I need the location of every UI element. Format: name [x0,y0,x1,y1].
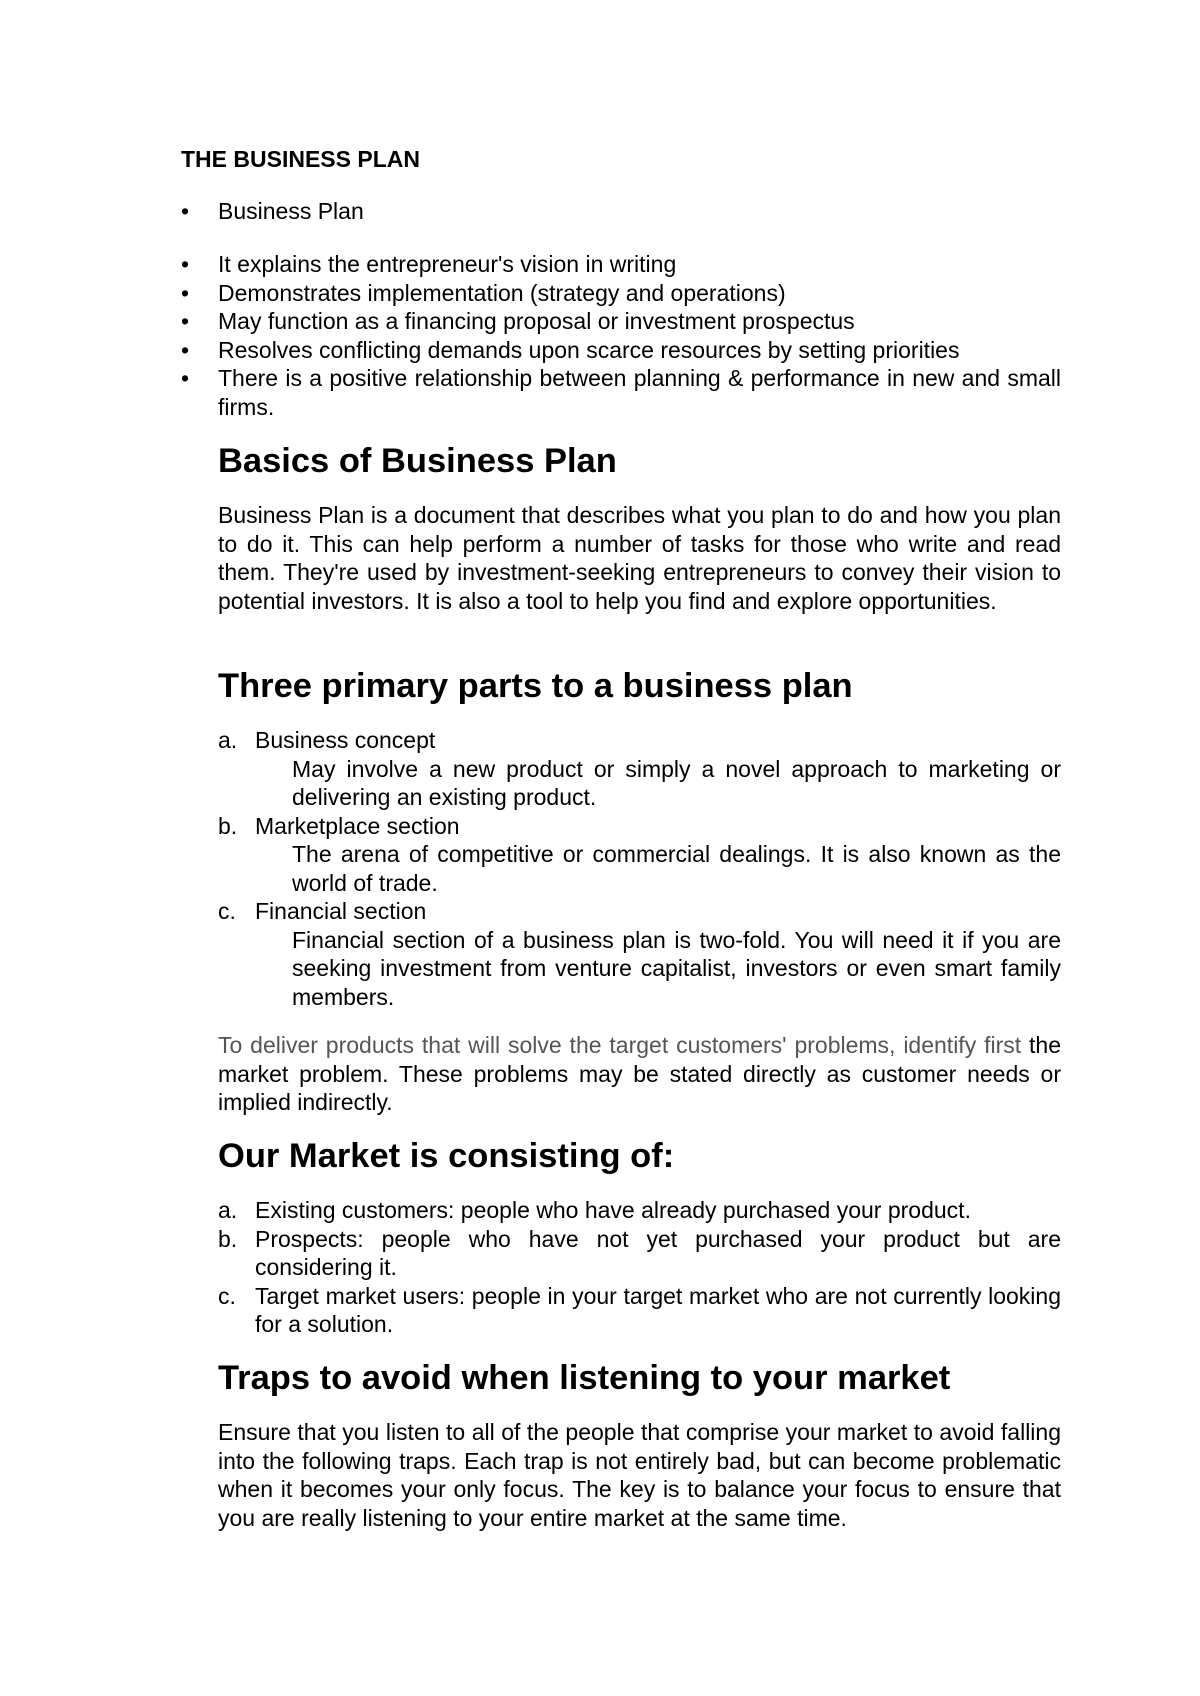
bullet-item [181,307,1061,336]
list-letter: b. [218,1225,238,1252]
bullet-symbol: • [181,279,190,306]
bullet-item [181,364,1061,421]
list-item [218,726,1061,812]
bullet-text: It explains the entrepreneur's vision in writing [218,251,677,277]
list-text: Prospects: people who have not yet purchased your product but are considering it. [255,1225,1061,1280]
traps-section [218,1359,1061,1397]
list-letter: a. [218,727,238,753]
deliver-rest: the market problem. These problems may be stated directly as customer needs or implied indirectly. [218,1032,1062,1115]
bullet-symbol: • [181,365,190,391]
list-description: The arena of competitive or commercial dealings. It is also known as the world of trade. [292,841,1061,896]
list-letter: b. [218,812,238,839]
bullet-list-main [181,250,1061,421]
list-item [218,812,1061,898]
three-parts-heading: Three primary parts to a business plan [218,667,853,705]
market-heading: Our Market is consisting of: [218,1137,675,1175]
list-item [218,1225,1061,1282]
bullet-symbol: • [181,198,190,224]
bullet-text: There is a positive relationship between planning & performance in new and small firms. [218,365,1061,420]
list-letter: c. [218,1282,236,1309]
market-list-wrap [218,1196,1061,1339]
traps-heading: Traps to avoid when listening to your market [218,1359,951,1397]
three-parts-list-wrap [218,726,1061,1011]
document-title: THE BUSINESS PLAN [181,146,420,172]
market-section [218,1137,1061,1175]
list-item [218,1196,1061,1225]
bullet-item [181,336,1061,365]
traps-paragraph: Ensure that you listen to all of the people that comprise your market to avoid falling into the following traps. Each trap is not entirely bad, but can become problematic when it becomes your only focus. The key is to balance your focus to ensure that you are really listening to your entire market at the same time. [218,1419,1061,1531]
deliver-paragraph [218,1031,1061,1117]
bullet-symbol: • [181,336,190,363]
bullet-text: Business Plan [218,198,364,224]
bullet-item [181,197,1061,226]
list-letter: a. [218,1197,238,1223]
list-label: Business concept [255,727,436,753]
three-parts-list [218,726,1061,1011]
bullet-text: May function as a financing proposal or investment prospectus [218,308,855,334]
basics-body [218,501,1061,615]
list-description: Financial section of a business plan is two-fold. You will need it if you are seeking investment from venture capitalist, investors or even smart family members. [292,926,1061,1010]
bullet-symbol: • [181,251,190,277]
bullet-list-intro [181,197,1061,226]
list-item [218,897,1061,1011]
bullet-text: Demonstrates implementation (strategy and operations) [218,279,786,306]
bullet-text: Resolves conflicting demands upon scarce resources by setting priorities [218,336,960,363]
bullet-item [181,250,1061,279]
basics-paragraph: Business Plan is a document that describes what you plan to do and how you plan to do it. This can help perform a number of tasks for those who write and read them. They're used by investment-seeking entrepreneurs to convey their vision to potential investors. It is also a tool to help you find and explore opportunities. [218,502,1061,614]
deliver-lead: To deliver products that will solve the target customers' problems, identify first [218,1032,1022,1058]
list-item [218,1282,1061,1339]
market-list [218,1196,1061,1339]
bullet-symbol: • [181,308,190,334]
list-text: Target market users: people in your target market who are not currently looking for a solution. [255,1282,1061,1337]
list-letter: c. [218,898,236,924]
basics-section [218,442,1061,480]
traps-body [218,1418,1061,1532]
deliver-section [218,1031,1061,1117]
list-label: Marketplace section [255,812,460,839]
bullet-item [181,279,1061,308]
three-parts-section [218,667,1061,705]
list-label: Financial section [255,898,427,924]
basics-heading: Basics of Business Plan [218,442,617,480]
list-text: Existing customers: people who have already purchased your product. [255,1197,971,1223]
list-description: May involve a new product or simply a novel approach to marketing or delivering an existing product. [292,755,1061,810]
